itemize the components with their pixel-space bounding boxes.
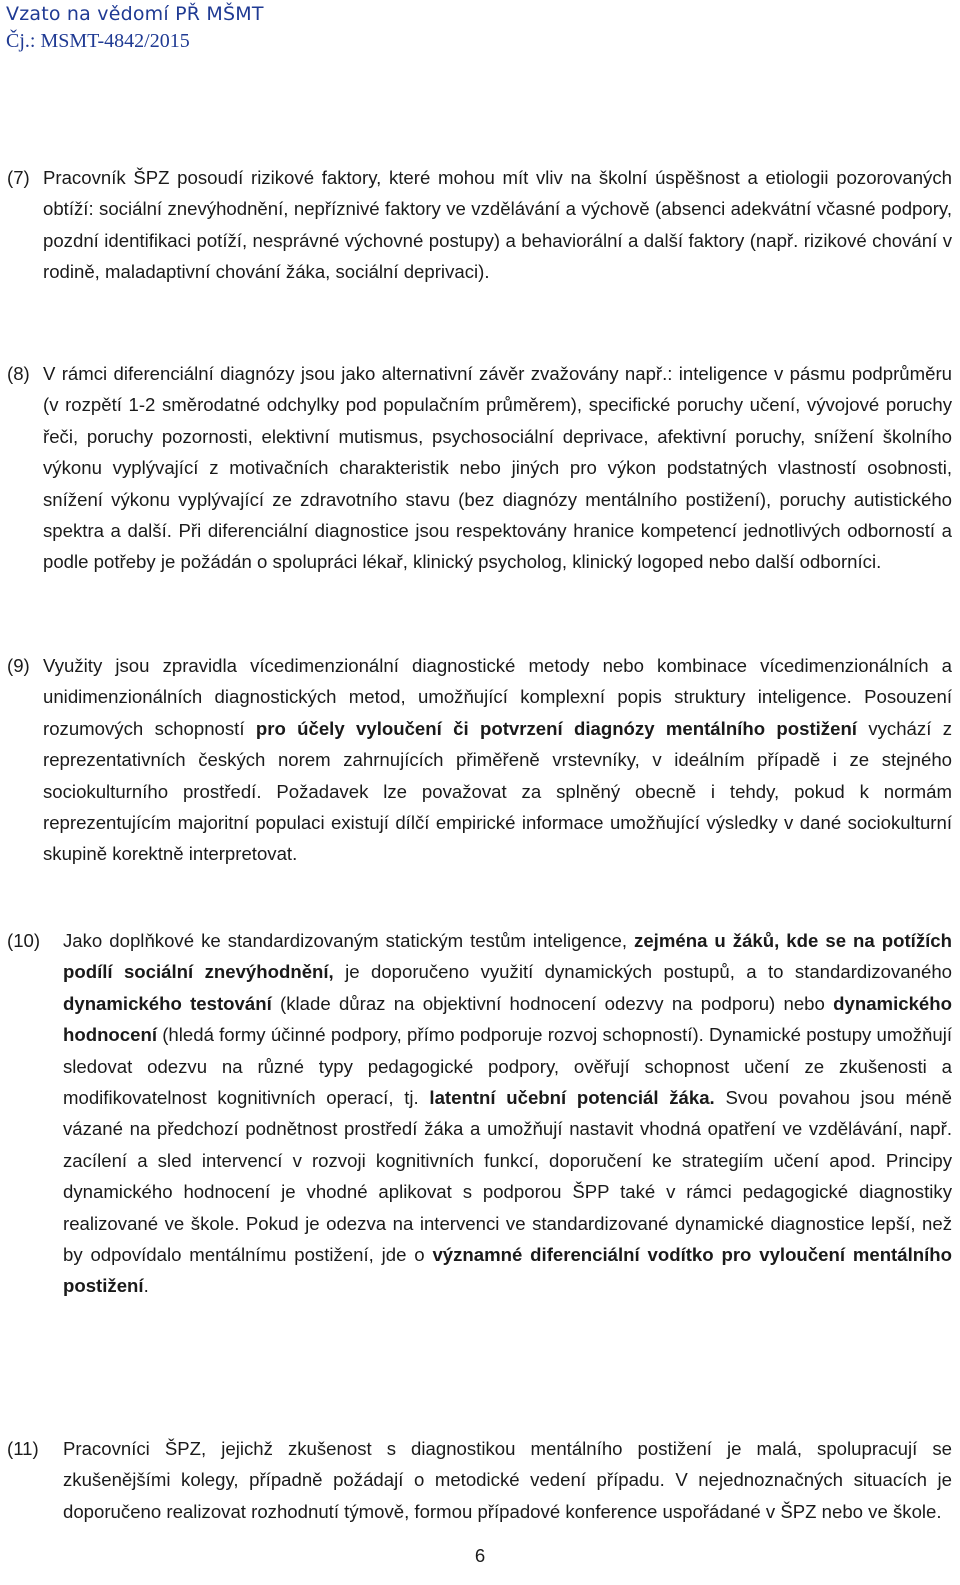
paragraph-text: V rámci diferenciální diagnózy jsou jako alternativní závěr zvažovány např.: inteligence v pásmu podprůměru (v rozpětí 1-2 směrodatné odchylky pod populačním průměrem), specifické poruchy učení, vývojové poruchy řeči, poruchy pozornosti, elektivní mutismus, psychosociální deprivace, afektivní poruchy, snížení školního výkonu vyplývající z motivačních charakteristik nebo jiných pro výkon podstatných vlastností osobnosti, snížení výkonu vyplývající ze zdravotního stavu (bez diagnózy mentálního postižení), poruchy autistického spektra a další. Při diferenciální diagnostice jsou respektovány hranice kompetencí jednotlivých odborností a podle potřeby je požádán o spolupráci lékař, klinický psycholog, klinický logoped nebo další odborníci.	[43, 363, 952, 573]
bold-run: zejména u žáků, kde se na potížích podílí sociální znevýhodnění,	[63, 930, 953, 983]
paragraph-number: (9)	[7, 655, 30, 676]
text-run: Jako doplňkové ke standardizovaným statickým testům inteligence,	[63, 930, 635, 951]
paragraph-number: (11)	[7, 1438, 39, 1459]
paragraph-11	[7, 1433, 952, 1527]
bold-run: významné diferenciální vodítko pro vyloučení mentálního postižení	[63, 1244, 952, 1297]
text-run: Pracovníci ŠPZ, jejichž zkušenost s diagnostikou mentálního postižení je malá, spolupracují se zkušenějšími kolegy, případně požádají o metodické vedení případu. V nejednoznačných situacích je doporučeno realizovat rozhodnutí týmově, formou případové konference uspořádané v ŠPZ nebo ve škole.	[63, 1438, 952, 1522]
bold-run: latentní učební potenciál žáka.	[429, 1087, 715, 1109]
paragraph-text	[63, 925, 952, 1302]
text-run: Svou povahou jsou méně vázané na předchozí podnětnost prostředí žáka a umožňují nastavit vhodná opatření ve vzdělávání, např. zacílení a sled intervencí v rozvoji kognitivních funkcí, doporučení ke strategiím učení apod. Principy dynamického hodnocení je vhodné aplikovat s podporou ŠPP také v rámci pedagogické diagnostiky realizované ve škole. Pokud je odezva na intervenci ve standardizované dynamické diagnostice lepší, než by odpovídalo mentálnímu postižení, jde o	[63, 1087, 952, 1266]
paragraph-text: Pracovník ŠPZ posoudí rizikové faktory, které mohou mít vliv na školní úspěšnost a etiologii pozorovaných obtíží: sociální znevýhodnění, nepříznivé faktory ve vzdělávání a výchově (absenci adekvátní včasné podpory, pozdní identifikaci potíží, nesprávné výchovné postupy) a behaviorální a další faktory (např. rizikové chování v rodině, maladaptivní chování žáka, sociální deprivaci).	[43, 167, 952, 283]
text-run: (hledá formy účinné podpory, přímo podporuje rozvoj schopností). Dynamické postupy umožňují sledovat odezvu na různé typy pedagogické podpory, ověřují schopnost učení ze zkušenosti a modifikovatelnost kognitivních operací, tj.	[63, 1024, 952, 1109]
paragraph-text	[43, 650, 952, 870]
approval-header: Vzato na vědomí PŘ MŠMT	[6, 3, 264, 25]
text-run: vychází z reprezentativních českých norem zahrnujících přiměřeně vrstevníky, v ideálním případě i ze stejného sociokulturního prostředí. Požadavek lze považovat za splněný obecně i tehdy, pokud k normám reprezentujícím majoritní populaci existují dílčí empirické informace umožňující výsledky v dané sociokulturní skupině korektně interpretovat.	[43, 717, 952, 865]
text-run: Využity jsou zpravidla vícedimenzionální diagnostické metody nebo kombinace vícedimenzionálních a unidimenzionálních diagnostických metod, umožňující komplexní popis struktury inteligence. Posouzení rozumových schopností	[43, 655, 952, 739]
bold-run: dynamického hodnocení	[63, 992, 952, 1046]
paragraph-number: (10)	[7, 930, 41, 951]
text-run: (klade důraz na objektivní hodnocení odezvy na podporu) nebo	[271, 992, 834, 1014]
paragraph-8	[7, 358, 952, 578]
text-run: je doporučeno využití dynamických postupů, a to standardizovaného	[333, 961, 952, 983]
paragraph-9	[7, 650, 952, 870]
text-run: .	[143, 1275, 149, 1297]
paragraph-number: (7)	[7, 167, 30, 188]
bold-run: dynamického testování	[63, 992, 272, 1014]
paragraph-number: (8)	[7, 363, 30, 384]
paragraph-10	[7, 925, 952, 1302]
paragraph-text	[63, 1433, 952, 1527]
bold-run: pro účely vyloučení či potvrzení diagnózy mentálního postižení	[255, 717, 857, 739]
page-number: 6	[474, 1545, 486, 1566]
paragraph-7	[7, 162, 952, 288]
reference-number: Čj.: MSMT-4842/2015	[6, 30, 190, 52]
